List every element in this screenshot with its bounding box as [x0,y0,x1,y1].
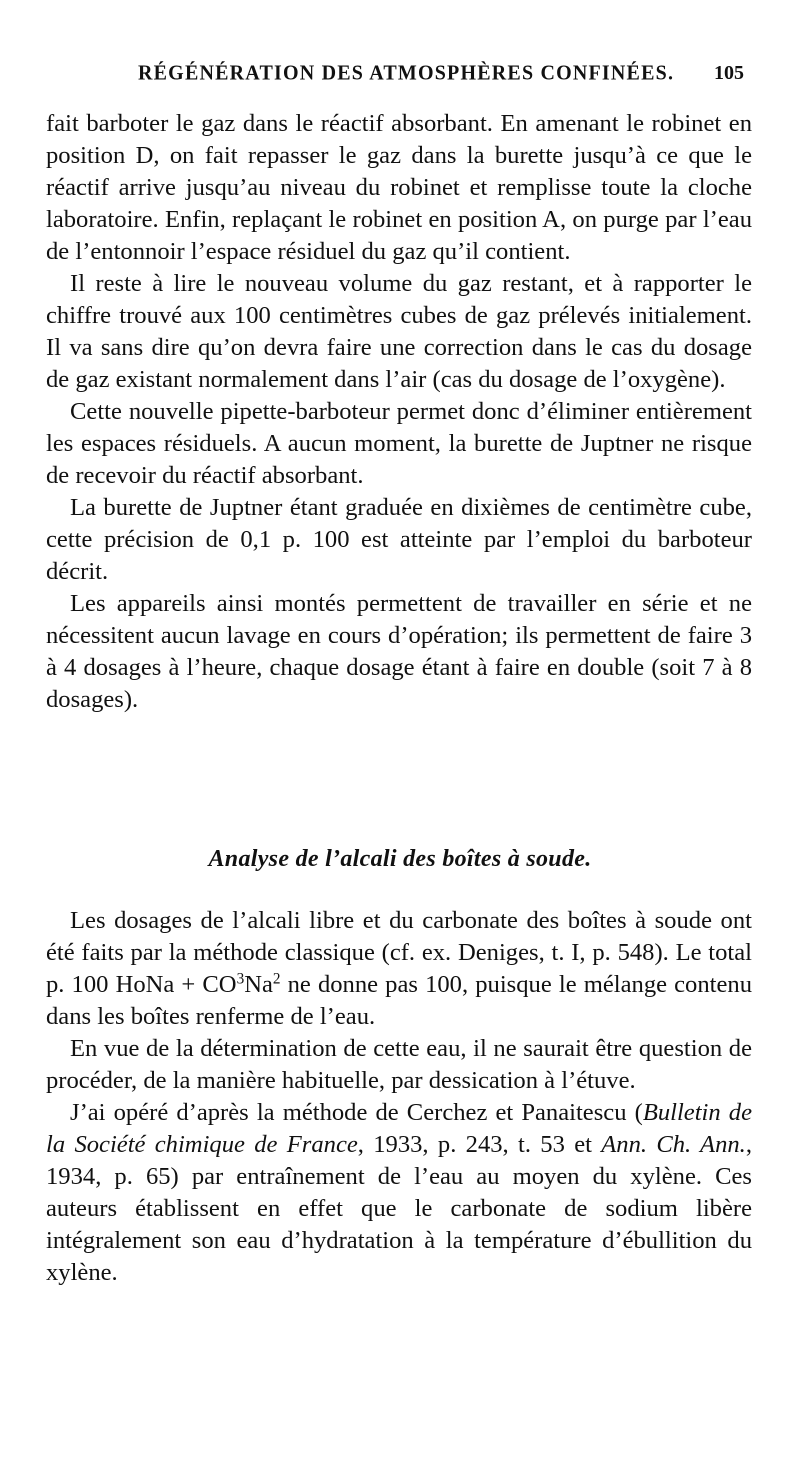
formula-superscript-3: 3 [236,970,245,988]
journal-title-annales: Ann. Ch. Ann. [601,1131,746,1158]
formula-superscript-2: 2 [272,970,281,988]
xylene-text-c: , 1934, p. 65) par entraînement de l’eau au moyen du xylène. Ces auteurs établissent en effet que le carbonate de sodium libère intégralement son eau d’hydratation à la température d’ébullition du xylène. [46,1131,752,1286]
xylene-text-a: J’ai opéré d’après la méthode de Cerchez et Panaitescu ( [70,1099,643,1126]
paragraph-alkali-dosage [46,905,752,1033]
section-body-2 [46,905,752,1289]
paragraph-volume-reading: Il reste à lire le nouveau volume du gaz restant, et à rapporter le chiffre trouvé aux 100 centimètres cubes de gaz prélevés initialement. Il va sans dire qu’on devra faire une correction dans le cas du dosage de gaz existant normalement dans l’air (cas du dosage de l’oxygène). [46,270,752,393]
section-body-1 [46,108,752,716]
paragraph-burette-precision: La burette de Juptner étant graduée en dixièmes de centimètre cube, cette précision de 0,1 p. 100 est atteinte par l’emploi du barboteur décrit. [46,494,752,585]
paragraph-xylene-method [46,1097,752,1289]
running-header [46,62,752,92]
section-heading: Analyse de l’alcali des boîtes à soude. [208,846,592,872]
xylene-text-b: , 1933, p. 243, t. 53 et [357,1131,602,1158]
alkali-text-a: Les dosages de l’alcali libre et du carbonate des boîtes à soude ont été faits par la méthode classique (cf. ex. Deniges, t. I, p. 548). Le total p. 100 HoNa + CO [46,907,752,998]
paragraph-continuation: fait barboter le gaz dans le réactif absorbant. En amenant le robinet en position D, on fait repasser le gaz dans la burette jusqu’à ce que le réactif arrive jusqu’au niveau du robinet et remplisse toute la cloche laboratoire. Enfin, replaçant le robinet en position A, on purge par l’eau de l’entonnoir l’espace résiduel du gaz qu’il contient. [46,110,752,265]
page-number: 105 [714,62,744,84]
journal-title-bulletin: Bulletin de la Société chimique de France [46,1099,752,1158]
running-title: RÉGÉNÉRATION DES ATMOSPHÈRES CONFINÉES. [138,61,675,85]
alkali-text-b: Na [244,971,273,998]
paragraph-water-determination: En vue de la détermination de cette eau, il ne saurait être question de procéder, de la manière habituelle, par dessication à l’étuve. [46,1035,752,1094]
paragraph-series-work: Les appareils ainsi montés permettent de travailler en série et ne nécessitent aucun lavage en cours d’opération; ils permettent de faire 3 à 4 dosages à l’heure, chaque dosage étant à faire en double (soit 7 à 8 dosages). [46,590,752,713]
paragraph-pipette-barboteur: Cette nouvelle pipette-barboteur permet donc d’éliminer entièrement les espaces résiduels. A aucun moment, la burette de Juptner ne risque de recevoir du réactif absorbant. [46,398,752,489]
alkali-text-c: ne donne pas 100, puisque le mélange contenu dans les boîtes renferme de l’eau. [46,971,752,1030]
